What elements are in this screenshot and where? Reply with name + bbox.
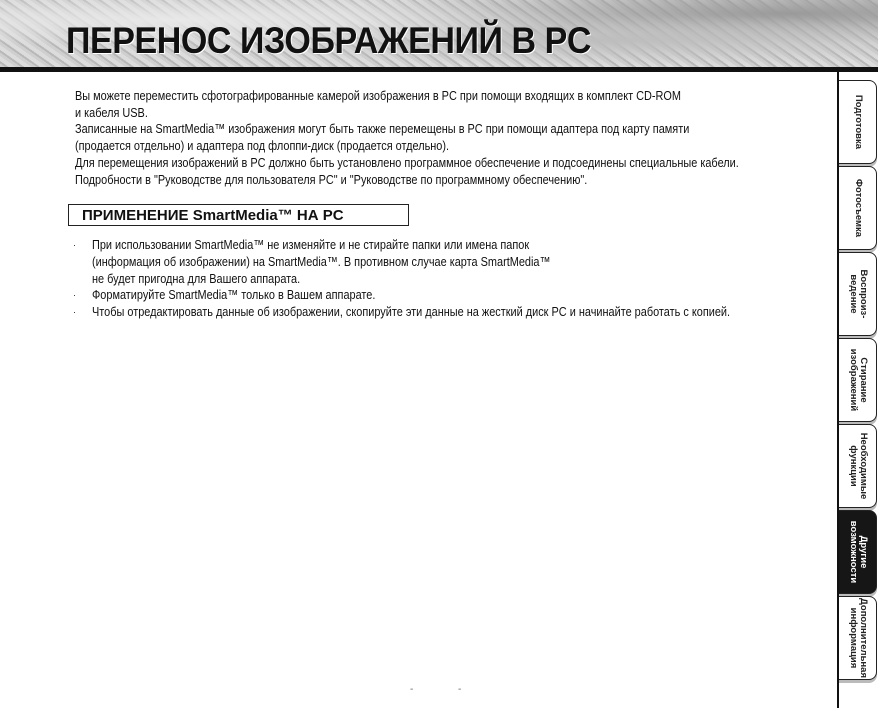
list-item-continued — [73, 271, 852, 288]
intro-line: и кабеля USB. — [75, 104, 148, 120]
page-number-right: - — [458, 684, 462, 695]
tab-playback[interactable]: Воспроиз- ведение — [839, 252, 877, 336]
list-item — [73, 237, 852, 254]
bullet-icon: · — [73, 240, 76, 250]
bullet-icon: · — [73, 290, 76, 301]
tab-other-features[interactable]: Другие возможности — [839, 510, 877, 594]
intro-line: Подробности в "Руководстве для пользователя PC" и "Руководстве по программному обеспечению". — [75, 171, 588, 187]
page-title: ПЕРЕНОС ИЗОБРАЖЕНИЙ В PC — [66, 20, 592, 61]
section-heading-box — [68, 204, 409, 226]
page-number-left: - — [410, 684, 414, 695]
list-item-text: Форматируйте SmartMedia™ только в Вашем аппарате. — [92, 287, 376, 303]
intro-line: Вы можете переместить сфотографированные камерой изображения в PC при помощи входящих в комплект CD-ROM — [75, 88, 682, 103]
tab-shooting[interactable]: Фотосъемка — [839, 166, 877, 250]
intro-paragraph — [75, 88, 739, 188]
intro-line: (продается отдельно) и адаптера под флоппи-диск (продается отдельно). — [75, 138, 450, 154]
tab-preparation[interactable]: Подготовка — [839, 80, 877, 164]
section-heading: ПРИМЕНЕНИЕ SmartMedia™ НА PC — [82, 207, 344, 224]
bullet-list — [73, 237, 852, 321]
intro-line: Записанные на SmartMedia™ изображения могут быть также перемещены в PC при помощи адаптера под карту памяти — [75, 121, 690, 137]
list-item-text: Чтобы отредактировать данные об изображении, скопируйте эти данные на жесткий диск PC и начинайте работать с копией. — [92, 304, 731, 320]
list-item — [73, 304, 852, 321]
tab-erasing[interactable]: Стирание изображений — [839, 338, 877, 422]
bullet-icon: · — [73, 307, 76, 318]
list-item-text: не будет пригодна для Вашего аппарата. — [92, 270, 301, 286]
list-item-text: (информация об изображении) на SmartMedia™. В противном случае карта SmartMedia™ — [92, 253, 551, 269]
list-item-text: При использовании SmartMedia™ не изменяйте и не стирайте папки или имена папок — [92, 237, 530, 252]
tab-additional-info[interactable]: Дополнительная информация — [839, 596, 877, 680]
tab-functions[interactable]: Необходимые функции — [839, 424, 877, 508]
header-rule — [0, 67, 878, 72]
intro-line: Для перемещения изображений в PC должно быть установлено программное обеспечение и подсоединены специальные кабели. — [75, 154, 739, 170]
list-item — [73, 287, 852, 304]
list-item-continued — [73, 254, 852, 271]
